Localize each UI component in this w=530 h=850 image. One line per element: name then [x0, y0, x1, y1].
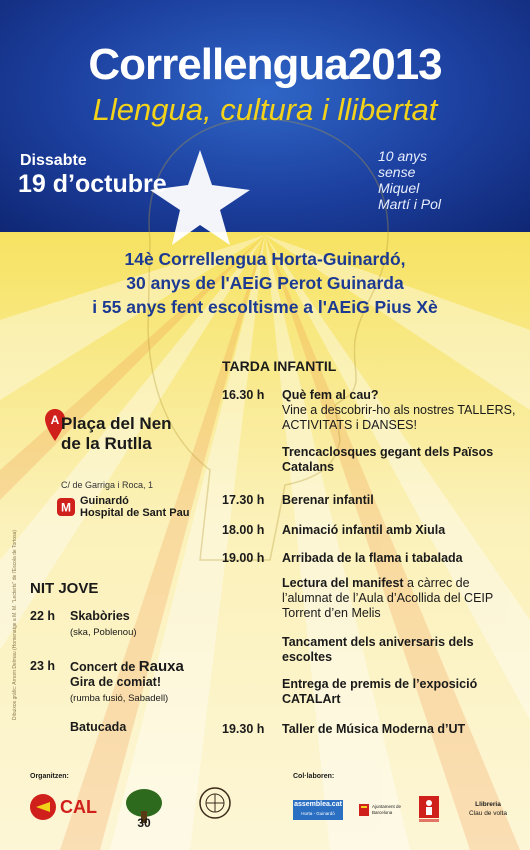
- venue-line: de la Rutlla: [61, 434, 152, 453]
- cal-emblem-icon: [28, 792, 58, 822]
- venue-address: C/ de Garriga i Roca, 1: [61, 480, 154, 490]
- metro-letter: M: [61, 500, 71, 515]
- event-date: 19 d’octubre: [18, 170, 167, 198]
- schedule-title: Tancament dels aniversaris dels escoltes: [282, 635, 474, 664]
- schedule-title: Què fem al cau?: [282, 388, 379, 402]
- schedule-time: 16.30 h: [222, 388, 265, 402]
- schedule-title: Arribada de la flama i tabalada: [282, 551, 463, 565]
- nit-act: Batucada: [70, 720, 127, 734]
- tribute-text: [378, 148, 508, 212]
- page-title: Correllengua2013: [88, 40, 442, 89]
- figure-logo: [418, 795, 440, 823]
- metro-line: Hospital de Sant Pau: [80, 507, 190, 519]
- nit-time: 23 h: [30, 659, 56, 673]
- cal-logo-text: CAL: [60, 797, 97, 817]
- headline: [0, 247, 530, 319]
- nit-note: (rumba fusió, Sabadell): [70, 693, 169, 704]
- tribute-line: sense: [378, 164, 416, 180]
- ajuntament-logo: [358, 800, 404, 820]
- assemblea-logo: [293, 800, 343, 820]
- assemblea-logo-sub: Horta - Guinardó: [301, 811, 335, 816]
- schedule-time: 18.00 h: [222, 523, 265, 537]
- tribute-line: Martí i Pol: [378, 196, 442, 212]
- schedule-title: Trencaclosques gegant dels Països Catalans: [282, 445, 494, 474]
- headline-line: i 55 anys fent escoltisme a l'AEiG Pius Xè: [92, 297, 438, 317]
- tarda-title: TARDA INFANTIL: [222, 358, 337, 374]
- llibreria-logo: [458, 800, 518, 818]
- tree-30-logo: [122, 785, 166, 830]
- venue-line: Plaça del Nen: [61, 414, 172, 433]
- nit-title: NIT JOVE: [30, 580, 99, 597]
- page-subtitle: Llengua, cultura i llibertat: [92, 92, 438, 127]
- ajuntament-logo-text: Ajuntament de Barcelona: [372, 804, 402, 815]
- schedule-title: Taller de Música Moderna d’UT: [282, 722, 466, 736]
- llibreria-logo-line: Llibreria: [475, 801, 501, 808]
- schedule-title: Lectura del manifest: [282, 576, 404, 590]
- schedule-time: 19.30 h: [222, 722, 265, 736]
- schedule-text: a càrrec de l’alumnat de l’Aula d’Acollida del CEIP Torrent d’en Melis: [282, 576, 493, 620]
- schedule-title: Animació infantil amb Xiula: [282, 523, 446, 537]
- schedule-title: Berenar infantil: [282, 493, 374, 507]
- svg-text:30: 30: [137, 816, 151, 830]
- metro-station: [80, 495, 189, 519]
- schedule-time: 19.00 h: [222, 551, 265, 565]
- cal-logo: [28, 792, 108, 822]
- nit-act: Skabòries: [70, 609, 130, 623]
- assemblea-logo-text: assemblea.cat: [294, 801, 342, 808]
- headline-line: 30 anys de l'AEiG Perot Guinarda: [126, 273, 404, 293]
- venue-name: [61, 414, 172, 454]
- event-day: Dissabte: [20, 152, 87, 169]
- map-pin-letter: A: [50, 413, 60, 427]
- tribute-line: Miquel: [378, 180, 420, 196]
- nit-note: (ska, Poblenou): [70, 627, 137, 638]
- tribute-line: 10 anys: [378, 148, 428, 164]
- col-laboren-label: Col·laboren:: [293, 773, 335, 780]
- organitzen-label: Organitzen:: [30, 773, 69, 780]
- nit-act-sub: Gira de comiat!: [70, 675, 161, 689]
- pius-seal-logo: [193, 775, 233, 830]
- llibreria-logo-line: Clau de volta: [469, 810, 507, 817]
- side-credit: Dibuixos gràfic: Arnom Delmau (Homenatge a M. M. "Lecterts" de l'Escola de Tortosa): [12, 529, 18, 720]
- metro-icon: [56, 497, 76, 517]
- schedule-text: Vine a descobrir-ho als nostres TALLERS, ACTIVITATS i DANSES!: [282, 403, 516, 432]
- schedule-title: Entrega de premis de l’exposició CATALArt: [282, 677, 478, 706]
- nit-act-band: Rauxa: [138, 658, 184, 675]
- headline-line: 14è Correllengua Horta-Guinardó,: [124, 249, 406, 269]
- nit-act: Concert de: [70, 660, 139, 674]
- metro-line: Guinardó: [80, 495, 129, 507]
- schedule-time: 17.30 h: [222, 493, 265, 507]
- nit-time: 22 h: [30, 609, 56, 623]
- ajuntament-shield-icon: [358, 803, 370, 817]
